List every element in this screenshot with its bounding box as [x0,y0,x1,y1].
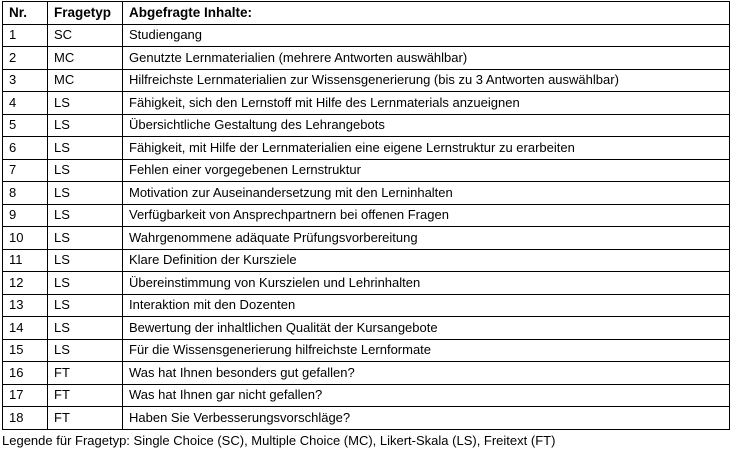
question-type-legend: Legende für Fragetyp: Single Choice (SC), Multiple Choice (MC), Likert-Skala (LS), Freitext (FT) [2,433,556,448]
survey-questions-table [2,1,730,430]
table-row [3,272,730,295]
row-number-cell: 7 [3,159,48,182]
question-type-cell: LS [48,159,123,182]
table-row [3,137,730,160]
row-number-cell: 2 [3,47,48,70]
row-number-cell: 18 [3,407,48,430]
row-number-cell: 17 [3,384,48,407]
question-content-cell: Wahrgenommene adäquate Prüfungsvorbereitung [123,227,730,250]
question-type-cell: LS [48,114,123,137]
question-content-cell: Fähigkeit, sich den Lernstoff mit Hilfe des Lernmaterials anzueignen [123,92,730,115]
table-row [3,24,730,47]
question-type-cell: LS [48,227,123,250]
table-body [3,24,730,429]
question-type-cell: FT [48,362,123,385]
table-row [3,362,730,385]
table-row [3,92,730,115]
question-content-cell: Was hat Ihnen besonders gut gefallen? [123,362,730,385]
question-type-cell: LS [48,339,123,362]
row-number-cell: 11 [3,249,48,272]
question-content-cell: Haben Sie Verbesserungsvorschläge? [123,407,730,430]
question-content-cell: Fähigkeit, mit Hilfe der Lernmaterialien eine eigene Lernstruktur zu erarbeiten [123,137,730,160]
row-number-cell: 8 [3,182,48,205]
question-content-cell: Verfügbarkeit von Ansprechpartnern bei offenen Fragen [123,204,730,227]
question-type-cell: MC [48,69,123,92]
question-type-cell: LS [48,92,123,115]
row-number-cell: 14 [3,317,48,340]
header-nr: Nr. [3,2,48,25]
question-content-cell: Fehlen einer vorgegebenen Lernstruktur [123,159,730,182]
header-queried-content: Abgefragte Inhalte: [123,2,730,25]
row-number-cell: 16 [3,362,48,385]
row-number-cell: 4 [3,92,48,115]
question-content-cell: Was hat Ihnen gar nicht gefallen? [123,384,730,407]
question-content-cell: Genutzte Lernmaterialien (mehrere Antworten auswählbar) [123,47,730,70]
question-content-cell: Hilfreichste Lernmaterialien zur Wissensgenerierung (bis zu 3 Antworten auswählbar) [123,69,730,92]
row-number-cell: 3 [3,69,48,92]
row-number-cell: 13 [3,294,48,317]
table-row [3,407,730,430]
table-row [3,159,730,182]
table-row [3,204,730,227]
row-number-cell: 6 [3,137,48,160]
question-type-cell: LS [48,317,123,340]
question-type-cell: LS [48,182,123,205]
question-type-cell: LS [48,204,123,227]
table-row [3,339,730,362]
table-row [3,294,730,317]
table-row [3,47,730,70]
table-row [3,114,730,137]
row-number-cell: 12 [3,272,48,295]
question-type-cell: LS [48,249,123,272]
question-type-cell: LS [48,137,123,160]
question-type-cell: MC [48,47,123,70]
question-content-cell: Klare Definition der Kursziele [123,249,730,272]
table-row [3,69,730,92]
table-row [3,182,730,205]
question-content-cell: Interaktion mit den Dozenten [123,294,730,317]
question-type-cell: SC [48,24,123,47]
question-content-cell: Übereinstimmung von Kurszielen und Lehrinhalten [123,272,730,295]
header-row [3,2,730,25]
question-content-cell: Bewertung der inhaltlichen Qualität der Kursangebote [123,317,730,340]
question-content-cell: Für die Wissensgenerierung hilfreichste Lernformate [123,339,730,362]
question-type-cell: FT [48,384,123,407]
table-row [3,249,730,272]
header-question-type: Fragetyp [48,2,123,25]
table-header [3,2,730,25]
table-row [3,227,730,250]
row-number-cell: 1 [3,24,48,47]
question-content-cell: Übersichtliche Gestaltung des Lehrangebots [123,114,730,137]
table-row [3,384,730,407]
question-type-cell: FT [48,407,123,430]
row-number-cell: 10 [3,227,48,250]
row-number-cell: 5 [3,114,48,137]
question-type-cell: LS [48,272,123,295]
row-number-cell: 15 [3,339,48,362]
question-content-cell: Studiengang [123,24,730,47]
table-row [3,317,730,340]
question-type-cell: LS [48,294,123,317]
question-content-cell: Motivation zur Auseinandersetzung mit den Lerninhalten [123,182,730,205]
row-number-cell: 9 [3,204,48,227]
